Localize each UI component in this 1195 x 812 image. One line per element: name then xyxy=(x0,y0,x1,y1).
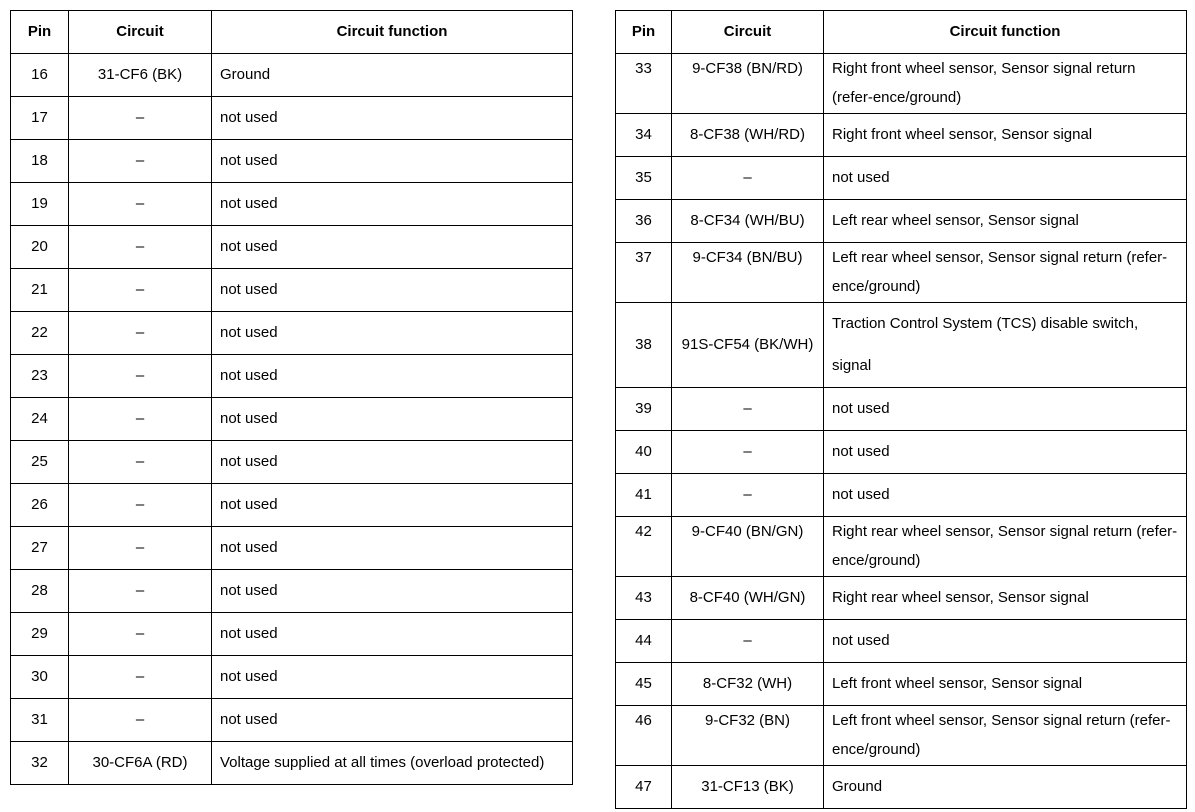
circuit-id: – xyxy=(69,570,212,613)
pin-number: 38 xyxy=(616,303,672,388)
pin-number: 44 xyxy=(616,620,672,663)
circuit-id: – xyxy=(69,527,212,570)
table-row xyxy=(616,114,1187,157)
circuit-function: Traction Control System (TCS) disable switch, signal xyxy=(824,303,1187,388)
circuit-id: 8-CF38 (WH/RD) xyxy=(672,114,824,157)
pin-number: 39 xyxy=(616,388,672,431)
pin-number: 45 xyxy=(616,663,672,706)
table-row xyxy=(616,431,1187,474)
circuit-function: not used xyxy=(824,431,1187,474)
circuit-function: not used xyxy=(212,269,573,312)
pin-number: 30 xyxy=(11,656,69,699)
pin-number: 42 xyxy=(616,517,672,577)
pin-number: 22 xyxy=(11,312,69,355)
circuit-function: Left front wheel sensor, Sensor signal return (refer-ence/ground) xyxy=(824,706,1187,766)
circuit-function: not used xyxy=(212,527,573,570)
circuit-id: 30-CF6A (RD) xyxy=(69,742,212,785)
circuit-function: Voltage supplied at all times (overload protected) xyxy=(212,742,573,785)
circuit-id: – xyxy=(69,269,212,312)
circuit-id: – xyxy=(672,431,824,474)
table-row xyxy=(11,527,573,570)
table-row xyxy=(11,699,573,742)
pin-column-header: Pin xyxy=(616,11,672,54)
table-row xyxy=(11,441,573,484)
circuit-id: – xyxy=(69,312,212,355)
circuit-function: not used xyxy=(824,157,1187,200)
table-row xyxy=(616,620,1187,663)
table-row xyxy=(11,312,573,355)
circuit-function: Ground xyxy=(824,766,1187,809)
table-row xyxy=(11,398,573,441)
circuit-id: – xyxy=(672,620,824,663)
table-row xyxy=(11,656,573,699)
circuit-function: not used xyxy=(212,398,573,441)
pin-column-header: Pin xyxy=(11,11,69,54)
circuit-id: 8-CF40 (WH/GN) xyxy=(672,577,824,620)
pin-number: 32 xyxy=(11,742,69,785)
table-row xyxy=(616,243,1187,303)
table-row xyxy=(616,706,1187,766)
pin-number: 37 xyxy=(616,243,672,303)
circuit-id: – xyxy=(69,398,212,441)
pin-number: 33 xyxy=(616,54,672,114)
circuit-function: not used xyxy=(212,570,573,613)
pin-number: 19 xyxy=(11,183,69,226)
table-header-row xyxy=(616,11,1187,54)
circuit-function: not used xyxy=(212,613,573,656)
table-header-row xyxy=(11,11,573,54)
circuit-function: not used xyxy=(212,355,573,398)
table-row xyxy=(616,54,1187,114)
circuit-column-header: Circuit xyxy=(69,11,212,54)
pin-table-left-body xyxy=(11,54,573,785)
table-row xyxy=(11,140,573,183)
table-row xyxy=(11,613,573,656)
pin-number: 20 xyxy=(11,226,69,269)
pin-number: 47 xyxy=(616,766,672,809)
circuit-function: Left rear wheel sensor, Sensor signal return (refer-ence/ground) xyxy=(824,243,1187,303)
circuit-id: – xyxy=(69,97,212,140)
pin-number: 31 xyxy=(11,699,69,742)
circuit-id: 9-CF40 (BN/GN) xyxy=(672,517,824,577)
circuit-function: not used xyxy=(212,484,573,527)
table-row xyxy=(11,355,573,398)
table-row xyxy=(616,303,1187,388)
circuit-id: – xyxy=(672,474,824,517)
circuit-function: not used xyxy=(824,474,1187,517)
circuit-id: – xyxy=(672,157,824,200)
table-row xyxy=(616,517,1187,577)
circuit-function: Right front wheel sensor, Sensor signal return (refer-ence/ground) xyxy=(824,54,1187,114)
table-row xyxy=(616,766,1187,809)
circuit-function: Right rear wheel sensor, Sensor signal return (refer-ence/ground) xyxy=(824,517,1187,577)
circuit-id: – xyxy=(69,226,212,269)
pin-table-right-body xyxy=(616,54,1187,809)
circuit-id: 9-CF32 (BN) xyxy=(672,706,824,766)
table-row xyxy=(11,570,573,613)
pin-number: 18 xyxy=(11,140,69,183)
circuit-id: 9-CF34 (BN/BU) xyxy=(672,243,824,303)
pin-number: 29 xyxy=(11,613,69,656)
circuit-function: not used xyxy=(212,140,573,183)
circuit-id: – xyxy=(672,388,824,431)
pin-number: 36 xyxy=(616,200,672,243)
circuit-function: not used xyxy=(212,183,573,226)
circuit-id: 91S-CF54 (BK/WH) xyxy=(672,303,824,388)
table-row xyxy=(11,97,573,140)
table-row xyxy=(11,226,573,269)
circuit-function: not used xyxy=(212,699,573,742)
circuit-function: Ground xyxy=(212,54,573,97)
pin-number: 26 xyxy=(11,484,69,527)
pin-number: 17 xyxy=(11,97,69,140)
pin-number: 27 xyxy=(11,527,69,570)
circuit-function: Right front wheel sensor, Sensor signal xyxy=(824,114,1187,157)
circuit-id: 8-CF34 (WH/BU) xyxy=(672,200,824,243)
circuit-id: 31-CF6 (BK) xyxy=(69,54,212,97)
pin-number: 41 xyxy=(616,474,672,517)
pin-number: 34 xyxy=(616,114,672,157)
pin-number: 46 xyxy=(616,706,672,766)
table-row xyxy=(11,183,573,226)
circuit-id: – xyxy=(69,441,212,484)
pin-table-left xyxy=(10,10,573,785)
circuit-id: – xyxy=(69,355,212,398)
circuit-id: 8-CF32 (WH) xyxy=(672,663,824,706)
pin-number: 21 xyxy=(11,269,69,312)
circuit-function: not used xyxy=(212,312,573,355)
circuit-function: not used xyxy=(212,441,573,484)
table-row xyxy=(616,577,1187,620)
table-row xyxy=(616,388,1187,431)
circuit-function: not used xyxy=(824,620,1187,663)
table-row xyxy=(11,484,573,527)
function-column-header: Circuit function xyxy=(824,11,1187,54)
circuit-column-header: Circuit xyxy=(672,11,824,54)
circuit-id: – xyxy=(69,140,212,183)
pin-number: 23 xyxy=(11,355,69,398)
circuit-function: Left rear wheel sensor, Sensor signal xyxy=(824,200,1187,243)
function-column-header: Circuit function xyxy=(212,11,573,54)
circuit-function: not used xyxy=(212,226,573,269)
table-row xyxy=(11,269,573,312)
pin-number: 24 xyxy=(11,398,69,441)
pin-number: 28 xyxy=(11,570,69,613)
table-row xyxy=(616,474,1187,517)
pin-number: 25 xyxy=(11,441,69,484)
circuit-function: not used xyxy=(212,656,573,699)
circuit-function: Right rear wheel sensor, Sensor signal xyxy=(824,577,1187,620)
circuit-id: – xyxy=(69,183,212,226)
table-row xyxy=(11,742,573,785)
table-row xyxy=(616,663,1187,706)
pin-table-right xyxy=(615,10,1187,809)
circuit-function: not used xyxy=(824,388,1187,431)
circuit-id: – xyxy=(69,484,212,527)
circuit-function: not used xyxy=(212,97,573,140)
circuit-id: – xyxy=(69,656,212,699)
table-row xyxy=(616,157,1187,200)
circuit-id: – xyxy=(69,613,212,656)
circuit-function: Left front wheel sensor, Sensor signal xyxy=(824,663,1187,706)
pin-number: 16 xyxy=(11,54,69,97)
table-row xyxy=(11,54,573,97)
circuit-id: – xyxy=(69,699,212,742)
pin-number: 35 xyxy=(616,157,672,200)
circuit-id: 9-CF38 (BN/RD) xyxy=(672,54,824,114)
table-row xyxy=(616,200,1187,243)
circuit-id: 31-CF13 (BK) xyxy=(672,766,824,809)
pin-number: 40 xyxy=(616,431,672,474)
pin-number: 43 xyxy=(616,577,672,620)
